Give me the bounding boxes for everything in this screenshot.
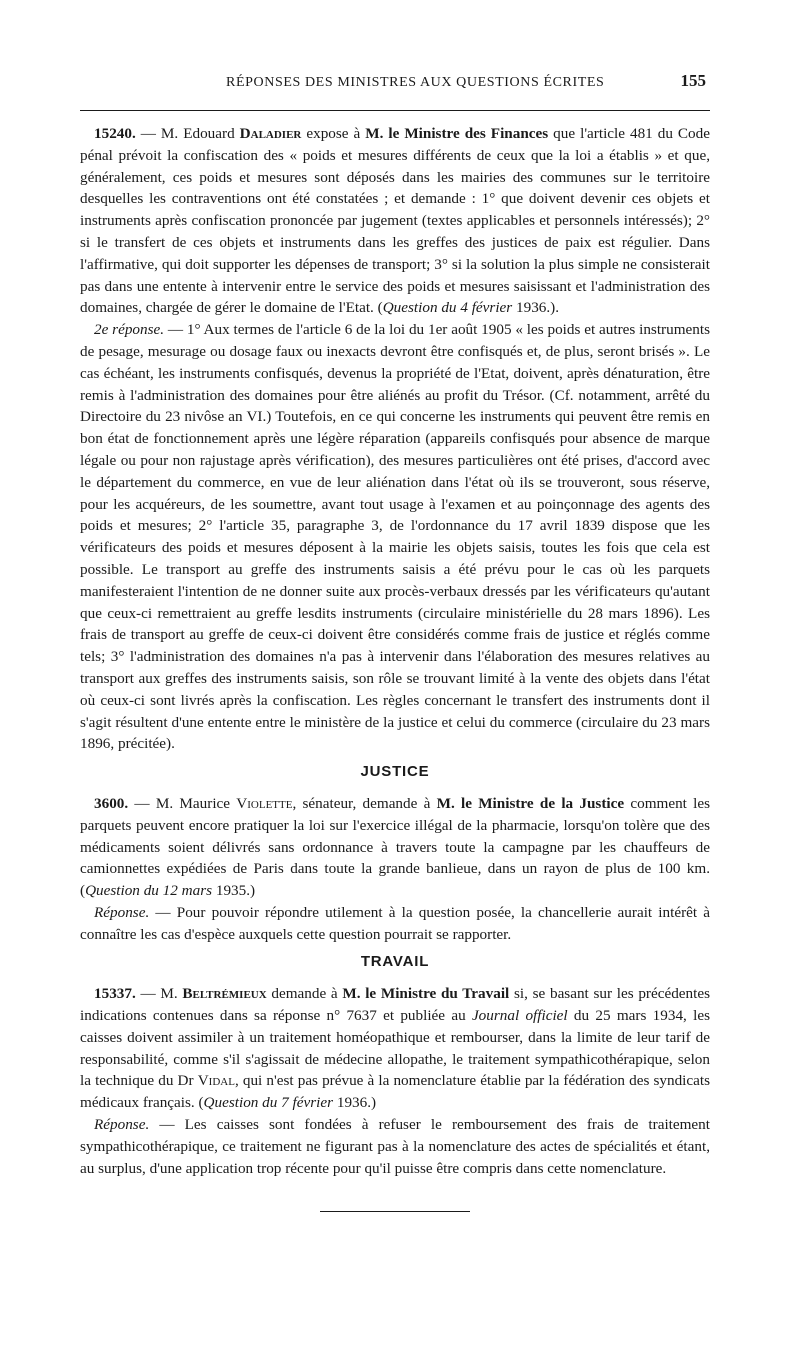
section-heading-travail: TRAVAIL [360, 953, 430, 971]
question-date: Question du 4 février [382, 299, 513, 317]
question-15337: 15337. — M. Beltrémieux demande à M. le Ministre du Travail si, se basant sur les précédentes indications contenues dans sa réponse n° 7637 et publiée au Journal officiel du 25 mars 1934, les caisses doivent assimiler à un traitement homéopathique et rembourser, dans la limite de leur tarif de responsabilité, comme s'il s'agissait de médecine allopathe, le traitement sympathicothérapique, selon la technique du Dr Vidal, qui n'est pas prévue à la nomenclature établie par la fédération des syndicats médicaux français. (Question du 7 février 1936.) [80, 985, 711, 1112]
question-date: Question du 12 mars [85, 882, 213, 900]
answer-label: Réponse. [94, 903, 150, 921]
answer-3600: Réponse. — Pour pouvoir répondre utilement à la question posée, la chancellerie aurait intérêt à connaître les cas d'espèce auxquels cette question pourrait se rapporter. [80, 903, 710, 943]
section-heading-justice: JUSTICE [360, 763, 430, 781]
minister-name: M. le Ministre des Finances [365, 125, 549, 142]
answer-15337: Réponse. — Les caisses sont fondées à refuser le remboursement des frais de traitement sympathicothérapique, ce traitement ne figurant pas à la nomenclature des actes de spécialités et étant, au surplus, d'une application trop récente pour qu'il puisse être compris dans cette nomenclature. [80, 1116, 710, 1177]
deputy-name: Beltrémieux [182, 985, 267, 1003]
question-date: Question du 7 février [203, 1094, 334, 1112]
doctor-name: Vidal [197, 1072, 235, 1090]
journal-title: Journal officiel [471, 1007, 568, 1025]
running-title: RÉPONSES DES MINISTRES AUX QUESTIONS ÉCRITES [226, 75, 605, 90]
answer-label: Réponse. [94, 1116, 150, 1134]
end-rule [320, 1211, 470, 1212]
question-3600: 3600. — M. Maurice Violette, sénateur, demande à M. le Ministre de la Justice comment les parquets peuvent encore pratiquer la loi sur l'exercice illégal de la pharmacie, lorsqu'on tolère que des médicaments soient délivrés sans ordonnance à travers toute la campagne par les chauffeurs de camionnettes expédiées de Paris dans toute la grande banlieue, dans un rayon de plus de 100 km. (Question du 12 mars 1935.) [80, 794, 711, 900]
senator-name: Violette [236, 794, 293, 812]
minister-name: M. le Ministre de la Justice [436, 794, 625, 812]
header-rule [80, 110, 710, 111]
question-number: 15240. [94, 125, 136, 142]
answer-label: 2e réponse. [94, 321, 165, 339]
question-number: 15337. [94, 985, 136, 1003]
document-page [80, 70, 710, 1212]
question-number: 3600. [94, 794, 129, 812]
page-number: 155 [680, 71, 706, 90]
answer-15240: 2e réponse. — 1° Aux termes de l'article 6 de la loi du 1er août 1905 « les poids et autres instruments de pesage, mesurage ou dosage faux ou inexacts devront être confisqués et, de plus, seront brisés ». Le cas échéant, les instruments confisqués, devenus la propriété de l'Etat, doivent, après dénaturation, être remis à l'administration des domaines pour être aliénés au profit du Trésor. (Cf. notamment, arrêté du Directoire du 23 nivôse an VI.) Toutefois, en ce qui concerne les instruments qui peuvent être remis en bon état de fonctionnement après une légère réparation (appareils confisqués pour absence de marque légale ou pour non rajustage après vérification), des mesures particulières ont été prises, d'accord avec le département du commerce, en vue de leur aliénation dans l'état où ils se trouveront, sous réserve, pour les acquéreurs, de les soumettre, avant tout usage à l'examen et au poinçonnage des agents des poids et mesures; 2° l'article 35, paragraphe 3, de l'ordonnance du 17 avril 1839 dispose que les vérificateurs des poids et mesures déposent à la mairie les objets saisis, toutes les fois que cela est possible. Le transport au greffe des instruments saisis a été prévu pour le cas où les parquets manifesteraient l'intention de ne donner suite aux procès-verbaux dressés par les vérificateurs qu'autant que ceux-ci remettraient au greffe lesdits instruments (circulaire ministérielle du 28 mars 1896). Les frais de transport au greffe de ceux-ci doivent être considérés comme frais de justice et réglés comme tels; 3° l'administration des domaines n'a pas à intervenir dans l'élaboration des mesures relatives au transport aux greffes des instruments saisis, son rôle se trouvant limité à la vente des objets dans l'état où ceux-ci sont livrés après la confiscation. Les règles concernant le transfert des instruments dont il s'agit résultent d'une entente entre le ministère de la justice et celui du commerce (circulaire du 23 mars 1896, précitée). [80, 321, 710, 753]
deputy-name: Daladier [239, 125, 302, 142]
minister-name: M. le Ministre du Travail [342, 985, 510, 1003]
page-header [80, 70, 710, 100]
question-15240: 15240. — M. Edouard Daladier expose à M. le Ministre des Finances que l'article 481 du Code pénal prévoit la confiscation des « poids et mesures différents de ceux que la loi a établis » et que, généralement, ces poids et mesures sont déposés dans les mairies des communes sur le territoire desquelles les contraventions ont été constatées ; et demande : 1° que doivent devenir ces objets et instruments après confiscation prononcée par jugement (textes applicables et personnels intéressés); 2° si le transfert de ces objets et instruments dans les greffes des justices de paix est régulier. Dans l'affirmative, qui doit supporter les dépenses de transport; 3° si la solution la plus simple ne consisterait pas dans une entente à intervenir entre le service des poids et mesures saisissant et l'administration des domaines, chargée de gérer le domaine de l'Etat. (Question du 4 février 1936.). [80, 125, 710, 317]
